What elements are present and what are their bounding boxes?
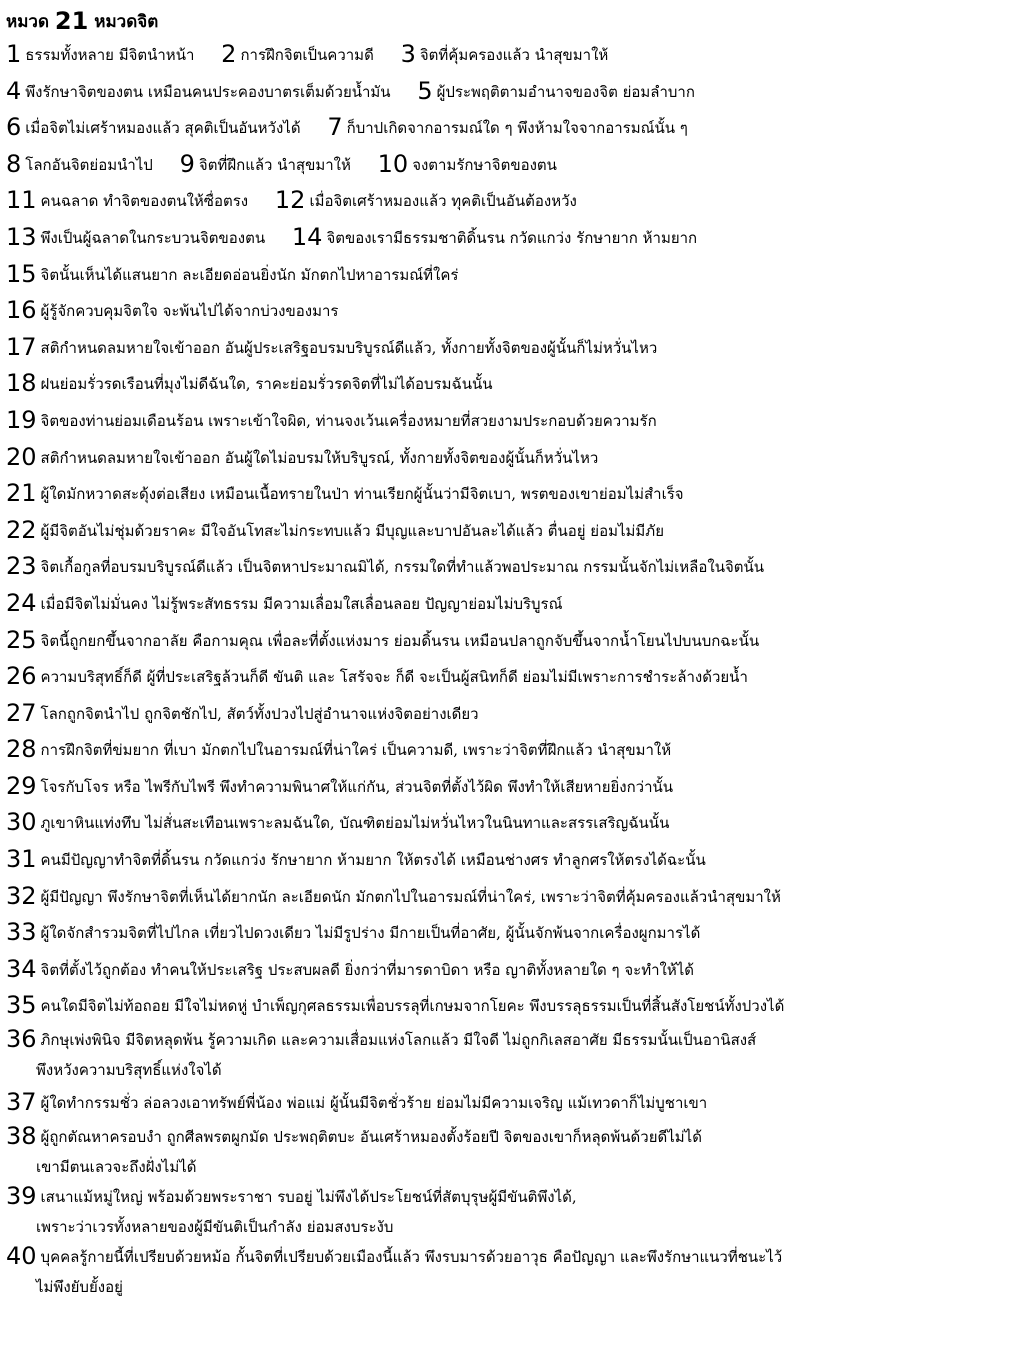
item-number: 14: [291, 222, 323, 251]
text-row: [6, 182, 1018, 219]
item-text: ผู้ประพฤติตามอำนาจของจิต ย่อมลำบาก: [436, 82, 695, 101]
text-row: [6, 658, 1018, 695]
item-text: พึงรักษาจิตของตน เหมือนคนประคองบาตรเต็มด้วยน้ำมัน: [25, 82, 391, 101]
text-row: [6, 1024, 1018, 1084]
text-row: [6, 365, 1018, 402]
item-number: 21: [6, 479, 37, 508]
item-continuation: พึงหวังความบริสุทธิ์แห่งใจได้: [36, 1061, 222, 1080]
item-text: เสนาแม้หมู่ใหญ่ พร้อมด้วยพระราชา รบอยู่ ไม่พึงได้ประโยชน์ที่สัตบุรุษผู้มีขันติพึงได้,: [40, 1187, 577, 1206]
item-number: 11: [6, 186, 37, 215]
text-row: [6, 878, 1018, 915]
item-text: โจรกับโจร หรือ ไพรีกับไพรี พึงทำความพินาศให้แก่กัน, ส่วนจิตที่ตั้งไว้ผิด พึงทำให้เสียหายยิ่งกว่านั้น: [40, 777, 674, 796]
item-number: 35: [6, 991, 37, 1020]
item-number: 30: [6, 808, 37, 837]
item-text: คนฉลาด ทำจิตของตนให้ซื่อตรง: [40, 192, 249, 211]
text-row: [6, 731, 1018, 768]
item-continuation: เพราะว่าเวรทั้งหลายของผู้มีขันติเป็นกำลัง ย่อมสงบระงับ: [36, 1217, 394, 1236]
text-row: [6, 1181, 1018, 1241]
item-text: ความบริสุทธิ์ก็ดี ผู้ที่ประเสริฐล้วนก็ดี ขันติ และ โสรัจจะ ก็ดี จะเป็นผู้สนิทก็ดี ย่อมไม่มีเพราะการชำระล้างด้วยน้ำ: [40, 668, 748, 687]
text-row: [6, 841, 1018, 878]
item-number: 31: [6, 845, 37, 874]
item-number: 34: [6, 954, 37, 983]
item-text: การฝึกจิตเป็นความดี: [240, 46, 374, 64]
item-text: ผู้ถูกตัณหาครอบงำ ถูกศีลพรตผูกมัด ประพฤติตบะ อันเศร้าหมองตั้งร้อยปี จิตของเขาก็หลุดพ้นด้วยดีไม่ได้: [40, 1127, 702, 1146]
item-text: สติกำหนดลมหายใจเข้าออก อันผู้ประเสริฐอบรมบริบูรณ์ดีแล้ว, ทั้งกายทั้งจิตของผู้นั้นก็ไม่หวั่นไหว: [40, 338, 658, 357]
item-text: จิตที่ฝึกแล้ว นำสุขมาให้: [198, 155, 351, 174]
item-text: โลกถูกจิตนำไป ถูกจิตชักไป, สัตว์ทั้งปวงไปสู่อำนาจแห่งจิตอย่างเดียว: [40, 704, 479, 723]
text-row: [6, 219, 1018, 256]
item-text: คนมีปัญญาทำจิตที่ดิ้นรน กวัดแกว่ง รักษายาก ห้ามยาก ให้ตรงได้ เหมือนช่างศร ทำลูกศรให้ตรงได้ฉะนั้น: [40, 851, 706, 870]
text-row: [6, 512, 1018, 549]
item-number: 2: [221, 40, 237, 68]
chapter-heading: [6, 6, 1018, 36]
text-row: [6, 109, 1018, 146]
item-number: 32: [6, 881, 37, 910]
text-row: [6, 622, 1018, 659]
item-number: 5: [417, 76, 433, 105]
item-number: 28: [6, 735, 37, 764]
text-row: [6, 256, 1018, 293]
text-row: [6, 951, 1018, 988]
item-number: 29: [6, 771, 37, 800]
item-number: 12: [274, 186, 306, 215]
text-row: [6, 768, 1018, 805]
text-row: [6, 1084, 1018, 1121]
item-text: การฝึกจิตที่ข่มยาก ที่เบา มักตกไปในอารมณ์ที่น่าใคร่ เป็นความดี, เพราะว่าจิตที่ฝึกแล้ว นำสุขมาให้: [40, 741, 672, 760]
item-text: จิตที่ตั้งไว้ถูกต้อง ทำคนให้ประเสริฐ ประสบผลดี ยิ่งกว่าที่มารดาบิดา หรือ ญาติทั้งหลายใด ๆ จะทำให้ได้: [40, 960, 695, 979]
text-row: [6, 585, 1018, 622]
item-number: 7: [327, 113, 343, 142]
item-number: 36: [6, 1025, 37, 1054]
item-text: พึงเป็นผู้ฉลาดในกระบวนจิตของตน: [40, 228, 266, 247]
item-number: 37: [6, 1088, 37, 1117]
item-continuation: เขามีตนเลวจะถึงฝั่งไม่ได้: [36, 1157, 197, 1176]
item-text: ผู้มีจิตอันไม่ชุ่มด้วยราคะ มีใจอันโทสะไม่กระทบแล้ว มีบุญและบาปอันละได้แล้ว ตื่นอยู่ ย่อมไม่มีภัย: [40, 521, 664, 540]
text-row: [6, 914, 1018, 951]
item-text: เมื่อจิตไม่เศร้าหมองแล้ว สุคติเป็นอันหวังได้: [25, 119, 301, 138]
item-text: ผู้ใดจักสำรวมจิตที่ไปไกล เที่ยวไปดวงเดียว ไม่มีรูปร่าง มีกายเป็นที่อาศัย, ผู้นั้นจักพ้นจากเครื่องผูกมารได้: [40, 924, 701, 943]
text-row: [6, 804, 1018, 841]
text-row: [6, 1241, 1018, 1301]
item-continuation: ไม่พึงยับยั้งอยู่: [36, 1277, 123, 1296]
item-text: จิตที่คุ้มครองแล้ว นำสุขมาให้: [419, 46, 609, 64]
item-number: 22: [6, 515, 37, 544]
item-text: ธรรมทั้งหลาย มีจิตนำหน้า: [25, 46, 195, 64]
item-text: จิตนี้ถูกยกขึ้นจากอาลัย คือกามคุณ เพื่อละที่ตั้งแห่งมาร ย่อมดิ้นรน เหมือนปลาถูกจับขึ้นจากน้ำโยนไปบนบกฉะนั้น: [40, 631, 760, 650]
item-number: 25: [6, 625, 37, 654]
item-number: 17: [6, 332, 37, 361]
item-number: 9: [179, 149, 195, 178]
item-text: บุคคลรู้กายนี้ที่เปรียบด้วยหม้อ กั้นจิตที่เปรียบด้วยเมืองนี้แล้ว พึงรบมารด้วยอาวุธ คือปัญญา และพึงรักษาแนวที่ชนะไว้: [40, 1247, 783, 1266]
text-row: [6, 548, 1018, 585]
item-text: ภิกษุเพ่งพินิจ มีจิตหลุดพ้น รู้ความเกิด และความเสื่อมแห่งโลกแล้ว มีใจดี ไม่ถูกกิเลสอาศัย มีธรรมนั้นเป็นอานิสงส์: [40, 1031, 757, 1050]
item-text: เมื่อจิตเศร้าหมองแล้ว ทุคติเป็นอันต้องหวัง: [309, 192, 577, 211]
document-page: [6, 6, 1018, 1301]
item-text: จงตามรักษาจิตของตน: [412, 155, 557, 174]
item-number: 18: [6, 369, 37, 398]
item-text: คนใดมีจิตไม่ท้อถอย มีใจไม่หดหู่ บำเพ็ญกุศลธรรมเพื่อบรรลุที่เกษมจากโยคะ พึงบรรลุธรรมเป็นที่สิ้นสังโยชน์ทั้งปวงได้: [40, 997, 785, 1016]
item-number: 40: [6, 1241, 37, 1270]
text-row: [6, 36, 1018, 73]
item-text: จิตเกื้อกูลที่อบรมบริบูรณ์ดีแล้ว เป็นจิตหาประมาณมิได้, กรรมใดที่ทำแล้วพอประมาณ กรรมนั้นจักไม่เหลือในจิตนั้น: [40, 558, 764, 577]
item-number: 23: [6, 552, 37, 581]
item-text: ผู้รู้จักควบคุมจิตใจ จะพ้นไปได้จากบ่วงของมาร: [40, 302, 339, 321]
text-row: [6, 695, 1018, 732]
item-number: 26: [6, 662, 37, 691]
text-row: [6, 292, 1018, 329]
item-text: จิตของท่านย่อมเดือนร้อน เพราะเข้าใจผิด, ท่านจงเว้นเครื่องหมายที่สวยงามประกอบด้วยความรัก: [40, 411, 657, 430]
item-number: 3: [400, 40, 416, 68]
item-text: ฝนย่อมรั่วรดเรือนที่มุงไม่ดีฉันใด, ราคะย่อมรั่วรดจิตที่ไม่ได้อบรมฉันนั้น: [40, 375, 493, 394]
text-row: [6, 73, 1018, 110]
text-row: [6, 146, 1018, 183]
item-text: ผู้ใดทำกรรมชั่ว ล่อลวงเอาทรัพย์พี่น้อง พ่อแม่ ผู้นั้นมีจิตชั่วร้าย ย่อมไม่มีความเจริญ แม้เทวดาก็ไม่บูชาเขา: [40, 1094, 708, 1113]
item-number: 33: [6, 918, 37, 947]
item-text: จิตนั้นเห็นได้แสนยาก ละเอียดอ่อนยิ่งนัก มักตกไปหาอารมณ์ที่ใคร่: [40, 265, 459, 284]
item-text: ผู้มีปัญญา พึงรักษาจิตที่เห็นได้ยากนัก ละเอียดนัก มักตกไปในอารมณ์ที่น่าใคร่, เพราะว่าจิตที่คุ้มครองแล้วนำสุขมาให้: [40, 887, 781, 906]
item-number: 10: [377, 149, 409, 178]
text-row: [6, 1121, 1018, 1181]
chapter-title: หมวดจิต: [94, 12, 159, 32]
item-text: โลกอันจิตย่อมนำไป: [25, 155, 153, 174]
item-number: 6: [6, 113, 22, 142]
item-number: 39: [6, 1181, 37, 1210]
item-number: 20: [6, 442, 37, 471]
item-text: ผู้ใดมักหวาดสะดุ้งต่อเสียง เหมือนเนื้อทรายในป่า ท่านเรียกผู้นั้นว่ามีจิตเบา, พรตของเขาย่อมไม่สำเร็จ: [40, 485, 684, 504]
item-number: 15: [6, 259, 37, 288]
text-row: [6, 475, 1018, 512]
item-number: 38: [6, 1121, 37, 1150]
item-number: 27: [6, 698, 37, 727]
text-row: [6, 329, 1018, 366]
item-number: 4: [6, 76, 22, 105]
item-number: 13: [6, 222, 37, 251]
item-number: 24: [6, 588, 37, 617]
text-row: [6, 402, 1018, 439]
item-number: 16: [6, 296, 37, 325]
item-number: 1: [6, 40, 22, 68]
item-number: 19: [6, 405, 37, 434]
text-row: [6, 987, 1018, 1024]
text-row: [6, 439, 1018, 476]
item-text: สติกำหนดลมหายใจเข้าออก อันผู้ใดไม่อบรมให้บริบูรณ์, ทั้งกายทั้งจิตของผู้นั้นก็หวั่นไหว: [40, 448, 599, 467]
item-text: ภูเขาหินแท่งทึบ ไม่สั่นสะเทือนเพราะลมฉันใด, บัณฑิตย่อมไม่หวั่นไหวในนินทาและสรรเสริญฉันนั้น: [40, 814, 670, 833]
item-text: เมื่อมีจิตไม่มั่นคง ไม่รู้พระสัทธรรม มีความเลื่อมใสเลื่อนลอย ปัญญาย่อมไม่บริบูรณ์: [40, 594, 563, 613]
item-number: 8: [6, 149, 22, 178]
chapter-prefix: หมวด: [6, 12, 49, 32]
item-text: จิตของเรามีธรรมชาติดิ้นรน กวัดแกว่ง รักษายาก ห้ามยาก: [326, 228, 698, 247]
item-text: ก็บาปเกิดจากอารมณ์ใด ๆ พึงห้ามใจจากอารมณ์นั้น ๆ: [346, 119, 688, 138]
chapter-number: 21: [54, 7, 89, 35]
